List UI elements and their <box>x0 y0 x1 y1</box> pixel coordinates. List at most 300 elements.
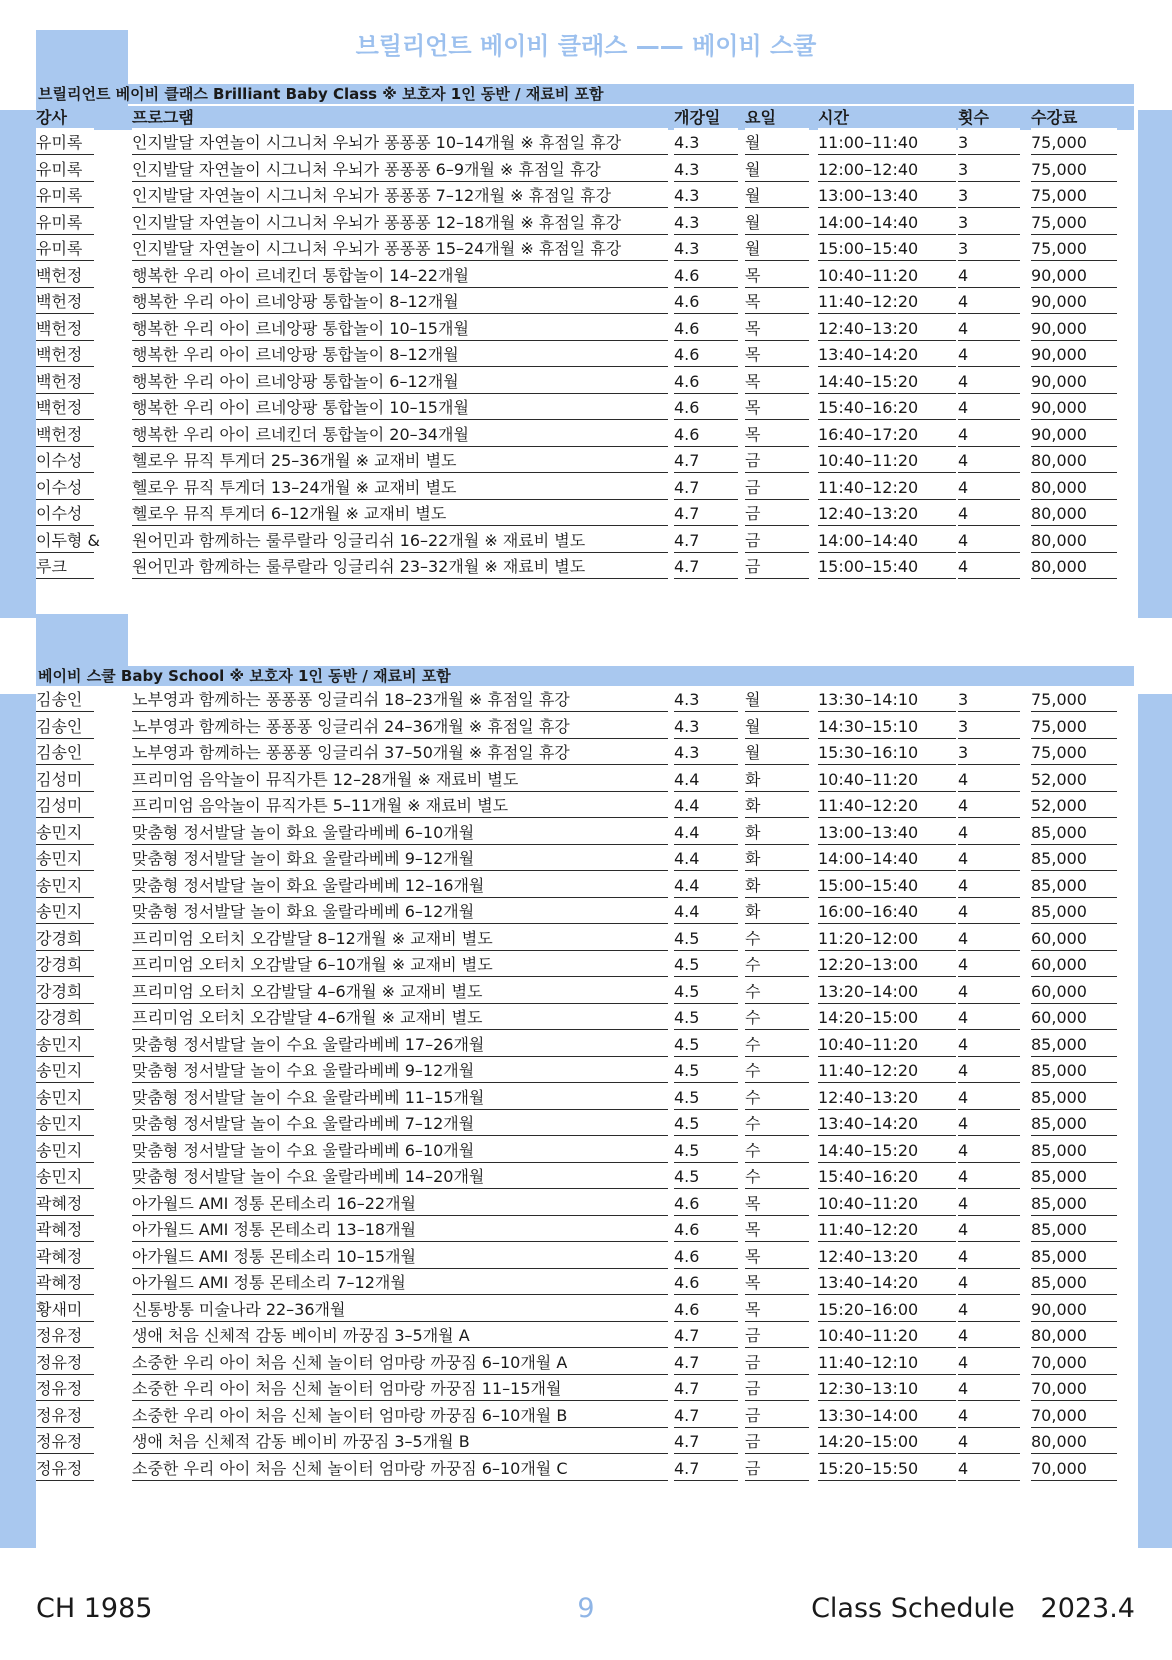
row-time: 14:30–15:10 <box>818 715 956 739</box>
row-count: 4 <box>958 529 1020 553</box>
row-day: 월 <box>745 688 809 712</box>
row-start-date: 4.5 <box>674 980 738 1004</box>
row-day: 화 <box>745 900 809 924</box>
row-instructor: 송민지 <box>36 1059 94 1083</box>
page-title: 브릴리언트 베이비 클래스 —— 베이비 스쿨 <box>355 32 817 60</box>
row-time: 15:00–15:40 <box>818 237 956 261</box>
row-day: 월 <box>745 211 809 235</box>
table-row <box>0 979 1172 1006</box>
row-instructor: 강경희 <box>36 927 94 951</box>
row-count: 4 <box>958 794 1020 818</box>
row-start-date: 4.5 <box>674 1112 738 1136</box>
row-fee: 90,000 <box>1031 423 1117 447</box>
table-row <box>0 1164 1172 1191</box>
row-program: 신통방통 미술나라 22–36개월 <box>132 1298 668 1322</box>
row-time: 11:40–12:10 <box>818 1351 956 1375</box>
row-program: 소중한 우리 아이 처음 신체 놀이터 엄마랑 까꿍짐 11–15개월 <box>132 1377 668 1401</box>
row-start-date: 4.7 <box>674 449 738 473</box>
row-instructor: 이수성 <box>36 502 94 526</box>
row-start-date: 4.4 <box>674 794 738 818</box>
row-fee: 90,000 <box>1031 343 1117 367</box>
row-day: 화 <box>745 874 809 898</box>
row-instructor: 송민지 <box>36 1139 94 1163</box>
row-instructor: 유미록 <box>36 211 94 235</box>
header-count: 횟수 <box>958 106 1020 130</box>
row-start-date: 4.6 <box>674 290 738 314</box>
row-time: 10:40–11:20 <box>818 1324 956 1348</box>
row-fee: 85,000 <box>1031 1059 1117 1083</box>
row-instructor: 김성미 <box>36 794 94 818</box>
table-row <box>0 1297 1172 1324</box>
row-fee: 90,000 <box>1031 1298 1117 1322</box>
row-instructor: 백헌정 <box>36 423 94 447</box>
row-fee: 85,000 <box>1031 1112 1117 1136</box>
row-instructor: 송민지 <box>36 821 94 845</box>
row-day: 수 <box>745 1006 809 1030</box>
row-day: 월 <box>745 158 809 182</box>
row-start-date: 4.7 <box>674 502 738 526</box>
row-fee: 90,000 <box>1031 290 1117 314</box>
row-instructor: 유미록 <box>36 131 94 155</box>
row-day: 월 <box>745 131 809 155</box>
row-day: 금 <box>745 502 809 526</box>
row-instructor: 정유정 <box>36 1404 94 1428</box>
row-instructor: 김송인 <box>36 688 94 712</box>
row-instructor: 백헌정 <box>36 343 94 367</box>
table-row <box>0 1058 1172 1085</box>
row-start-date: 4.3 <box>674 184 738 208</box>
row-day: 수 <box>745 1086 809 1110</box>
row-program: 생애 처음 신체적 감동 베이비 까꿍짐 3–5개월 B <box>132 1430 668 1454</box>
table-row <box>0 687 1172 714</box>
row-program: 프리미엄 음악놀이 뮤직가튼 12–28개월 ※ 재료비 별도 <box>132 768 668 792</box>
row-program: 행복한 우리 아이 르네앙팡 통합놀이 8–12개월 <box>132 343 668 367</box>
row-count: 4 <box>958 1192 1020 1216</box>
row-day: 월 <box>745 184 809 208</box>
row-time: 11:40–12:20 <box>818 794 956 818</box>
row-time: 10:40–11:20 <box>818 264 956 288</box>
table-row <box>0 289 1172 316</box>
row-count: 4 <box>958 1351 1020 1375</box>
row-fee: 85,000 <box>1031 1271 1117 1295</box>
row-day: 금 <box>745 476 809 500</box>
header-instructor: 강사 <box>36 106 94 130</box>
row-count: 4 <box>958 1324 1020 1348</box>
row-fee: 90,000 <box>1031 370 1117 394</box>
table-row <box>0 342 1172 369</box>
row-count: 4 <box>958 953 1020 977</box>
row-instructor: 백헌정 <box>36 264 94 288</box>
row-instructor: 정유정 <box>36 1377 94 1401</box>
table-row <box>0 316 1172 343</box>
row-count: 4 <box>958 264 1020 288</box>
row-program: 맞춤형 정서발달 놀이 수요 울랄라베베 7–12개월 <box>132 1112 668 1136</box>
row-day: 목 <box>745 396 809 420</box>
row-program: 인지발달 자연놀이 시그니처 우뇌가 퐁퐁퐁 7–12개월 ※ 휴점일 휴강 <box>132 184 668 208</box>
row-count: 4 <box>958 476 1020 500</box>
row-day: 목 <box>745 1298 809 1322</box>
row-time: 15:20–15:50 <box>818 1457 956 1481</box>
row-day: 수 <box>745 1033 809 1057</box>
row-time: 13:40–14:20 <box>818 1112 956 1136</box>
table-row <box>0 528 1172 555</box>
row-count: 4 <box>958 1457 1020 1481</box>
row-day: 수 <box>745 1139 809 1163</box>
row-day: 수 <box>745 927 809 951</box>
row-fee: 70,000 <box>1031 1351 1117 1375</box>
table-row <box>0 740 1172 767</box>
row-fee: 75,000 <box>1031 237 1117 261</box>
table-row <box>0 1376 1172 1403</box>
table-row <box>0 369 1172 396</box>
table-row <box>0 1138 1172 1165</box>
row-start-date: 4.3 <box>674 237 738 261</box>
row-program: 원어민과 함께하는 룰루랄라 잉글리쉬 23–32개월 ※ 재료비 별도 <box>132 555 668 579</box>
row-fee: 70,000 <box>1031 1377 1117 1401</box>
row-time: 10:40–11:20 <box>818 1192 956 1216</box>
row-fee: 75,000 <box>1031 688 1117 712</box>
row-start-date: 4.7 <box>674 555 738 579</box>
row-fee: 75,000 <box>1031 211 1117 235</box>
row-program: 행복한 우리 아이 르네앙팡 통합놀이 10–15개월 <box>132 317 668 341</box>
row-time: 15:00–15:40 <box>818 555 956 579</box>
row-instructor: 황새미 <box>36 1298 94 1322</box>
deco-block-mid-left <box>36 614 128 666</box>
row-count: 4 <box>958 555 1020 579</box>
row-time: 15:30–16:10 <box>818 741 956 765</box>
row-instructor: 정유정 <box>36 1430 94 1454</box>
row-start-date: 4.6 <box>674 1218 738 1242</box>
table-row <box>0 1244 1172 1271</box>
row-instructor: 송민지 <box>36 1086 94 1110</box>
row-time: 16:00–16:40 <box>818 900 956 924</box>
table-row <box>0 1350 1172 1377</box>
header-fee: 수강료 <box>1031 106 1117 130</box>
row-instructor: 송민지 <box>36 900 94 924</box>
row-fee: 90,000 <box>1031 317 1117 341</box>
row-program: 맞춤형 정서발달 놀이 수요 울랄라베베 14–20개월 <box>132 1165 668 1189</box>
row-time: 14:00–14:40 <box>818 529 956 553</box>
row-time: 12:40–13:20 <box>818 317 956 341</box>
table-row <box>0 183 1172 210</box>
row-program: 원어민과 함께하는 룰루랄라 잉글리쉬 16–22개월 ※ 재료비 별도 <box>132 529 668 553</box>
row-day: 목 <box>745 1245 809 1269</box>
row-count: 4 <box>958 1271 1020 1295</box>
row-start-date: 4.6 <box>674 1192 738 1216</box>
row-start-date: 4.3 <box>674 158 738 182</box>
row-time: 10:40–11:20 <box>818 1033 956 1057</box>
row-time: 15:40–16:20 <box>818 1165 956 1189</box>
row-start-date: 4.3 <box>674 131 738 155</box>
table-row <box>0 475 1172 502</box>
row-program: 행복한 우리 아이 르네앙팡 통합놀이 6–12개월 <box>132 370 668 394</box>
row-time: 12:30–13:10 <box>818 1377 956 1401</box>
row-fee: 85,000 <box>1031 821 1117 845</box>
row-count: 4 <box>958 1006 1020 1030</box>
row-fee: 60,000 <box>1031 1006 1117 1030</box>
row-day: 수 <box>745 980 809 1004</box>
row-time: 13:40–14:20 <box>818 1271 956 1295</box>
row-program: 아가월드 AMI 정통 몬테소리 10–15개월 <box>132 1245 668 1269</box>
row-time: 15:00–15:40 <box>818 874 956 898</box>
row-start-date: 4.3 <box>674 715 738 739</box>
row-day: 금 <box>745 529 809 553</box>
row-count: 4 <box>958 290 1020 314</box>
row-fee: 60,000 <box>1031 953 1117 977</box>
row-fee: 85,000 <box>1031 1192 1117 1216</box>
row-program: 인지발달 자연놀이 시그니처 우뇌가 퐁퐁퐁 6–9개월 ※ 휴점일 휴강 <box>132 158 668 182</box>
footer-schedule-label: Class Schedule 2023.4 <box>811 1593 1135 1624</box>
row-instructor: 백헌정 <box>36 290 94 314</box>
row-count: 4 <box>958 900 1020 924</box>
row-start-date: 4.7 <box>674 1404 738 1428</box>
row-instructor: 유미록 <box>36 158 94 182</box>
row-start-date: 4.6 <box>674 1298 738 1322</box>
table-row <box>0 820 1172 847</box>
row-instructor: 송민지 <box>36 1165 94 1189</box>
table-row <box>0 1111 1172 1138</box>
row-day: 수 <box>745 1165 809 1189</box>
row-program: 맞춤형 정서발달 놀이 수요 울랄라베베 6–10개월 <box>132 1139 668 1163</box>
row-program: 프리미엄 오터치 오감발달 6–10개월 ※ 교재비 별도 <box>132 953 668 977</box>
row-start-date: 4.6 <box>674 423 738 447</box>
row-time: 14:20–15:00 <box>818 1430 956 1454</box>
row-count: 4 <box>958 1404 1020 1428</box>
row-time: 14:40–15:20 <box>818 1139 956 1163</box>
row-count: 4 <box>958 980 1020 1004</box>
row-program: 인지발달 자연놀이 시그니처 우뇌가 퐁퐁퐁 10–14개월 ※ 휴점일 휴강 <box>132 131 668 155</box>
row-start-date: 4.5 <box>674 953 738 977</box>
footer-brand: CH 1985 <box>36 1593 153 1624</box>
row-day: 금 <box>745 1404 809 1428</box>
row-time: 12:20–13:00 <box>818 953 956 977</box>
table-row <box>0 1217 1172 1244</box>
row-fee: 85,000 <box>1031 1218 1117 1242</box>
row-time: 11:00–11:40 <box>818 131 956 155</box>
row-count: 4 <box>958 370 1020 394</box>
row-start-date: 4.3 <box>674 211 738 235</box>
row-day: 금 <box>745 1430 809 1454</box>
row-time: 13:20–14:00 <box>818 980 956 1004</box>
row-count: 4 <box>958 927 1020 951</box>
row-day: 목 <box>745 290 809 314</box>
header-program: 프로그램 <box>132 106 668 130</box>
row-instructor: 곽혜정 <box>36 1271 94 1295</box>
row-time: 15:40–16:20 <box>818 396 956 420</box>
row-day: 목 <box>745 1218 809 1242</box>
row-count: 4 <box>958 1218 1020 1242</box>
row-start-date: 4.7 <box>674 1430 738 1454</box>
table-row <box>0 899 1172 926</box>
row-program: 프리미엄 오터치 오감발달 4–6개월 ※ 교재비 별도 <box>132 1006 668 1030</box>
row-time: 16:40–17:20 <box>818 423 956 447</box>
row-program: 행복한 우리 아이 르네킨더 통합놀이 20–34개월 <box>132 423 668 447</box>
row-start-date: 4.4 <box>674 768 738 792</box>
row-count: 4 <box>958 317 1020 341</box>
row-day: 금 <box>745 449 809 473</box>
row-instructor: 송민지 <box>36 874 94 898</box>
row-program: 노부영과 함께하는 퐁퐁퐁 잉글리쉬 18–23개월 ※ 휴점일 휴강 <box>132 688 668 712</box>
table-row <box>0 1403 1172 1430</box>
row-start-date: 4.5 <box>674 1033 738 1057</box>
table-row <box>0 1456 1172 1483</box>
row-start-date: 4.6 <box>674 343 738 367</box>
row-count: 4 <box>958 1165 1020 1189</box>
row-start-date: 4.7 <box>674 476 738 500</box>
table-row <box>0 157 1172 184</box>
row-program: 헬로우 뮤직 투게더 13–24개월 ※ 교재비 별도 <box>132 476 668 500</box>
row-program: 맞춤형 정서발달 놀이 화요 울랄라베베 6–10개월 <box>132 821 668 845</box>
row-count: 3 <box>958 211 1020 235</box>
table-row <box>0 952 1172 979</box>
row-start-date: 4.7 <box>674 1351 738 1375</box>
row-fee: 80,000 <box>1031 1324 1117 1348</box>
header-time: 시간 <box>818 106 956 130</box>
row-instructor: 강경희 <box>36 980 94 1004</box>
row-instructor: 이두형 & <box>36 529 94 553</box>
row-program: 소중한 우리 아이 처음 신체 놀이터 엄마랑 까꿍짐 6–10개월 A <box>132 1351 668 1375</box>
row-fee: 75,000 <box>1031 184 1117 208</box>
row-day: 화 <box>745 794 809 818</box>
row-program: 노부영과 함께하는 퐁퐁퐁 잉글리쉬 24–36개월 ※ 휴점일 휴강 <box>132 715 668 739</box>
row-instructor: 강경희 <box>36 1006 94 1030</box>
row-day: 금 <box>745 1324 809 1348</box>
row-time: 11:40–12:20 <box>818 1218 956 1242</box>
row-program: 프리미엄 음악놀이 뮤직가튼 5–11개월 ※ 재료비 별도 <box>132 794 668 818</box>
row-time: 10:40–11:20 <box>818 768 956 792</box>
row-program: 아가월드 AMI 정통 몬테소리 13–18개월 <box>132 1218 668 1242</box>
row-count: 4 <box>958 821 1020 845</box>
row-time: 14:20–15:00 <box>818 1006 956 1030</box>
row-program: 아가월드 AMI 정통 몬테소리 7–12개월 <box>132 1271 668 1295</box>
row-day: 금 <box>745 555 809 579</box>
row-start-date: 4.3 <box>674 741 738 765</box>
table-row <box>0 714 1172 741</box>
row-program: 행복한 우리 아이 르네앙팡 통합놀이 8–12개월 <box>132 290 668 314</box>
row-time: 13:30–14:10 <box>818 688 956 712</box>
row-program: 맞춤형 정서발달 놀이 수요 울랄라베베 11–15개월 <box>132 1086 668 1110</box>
row-start-date: 4.4 <box>674 900 738 924</box>
row-start-date: 4.7 <box>674 1457 738 1481</box>
row-time: 10:40–11:20 <box>818 449 956 473</box>
row-fee: 75,000 <box>1031 131 1117 155</box>
row-time: 12:40–13:20 <box>818 1086 956 1110</box>
row-fee: 80,000 <box>1031 1430 1117 1454</box>
row-day: 수 <box>745 1112 809 1136</box>
row-day: 화 <box>745 821 809 845</box>
section1-title: 브릴리언트 베이비 클래스 Brilliant Baby Class ※ 보호자 1인 동반 / 재료비 포함 <box>36 84 1134 104</box>
row-count: 4 <box>958 1112 1020 1136</box>
row-start-date: 4.7 <box>674 1324 738 1348</box>
row-count: 4 <box>958 1059 1020 1083</box>
row-fee: 85,000 <box>1031 874 1117 898</box>
row-instructor: 이수성 <box>36 449 94 473</box>
row-time: 12:40–13:20 <box>818 502 956 526</box>
row-fee: 52,000 <box>1031 794 1117 818</box>
section2-title: 베이비 스쿨 Baby School ※ 보호자 1인 동반 / 재료비 포함 <box>36 666 1134 686</box>
row-fee: 75,000 <box>1031 741 1117 765</box>
row-fee: 80,000 <box>1031 529 1117 553</box>
row-fee: 70,000 <box>1031 1457 1117 1481</box>
row-instructor: 유미록 <box>36 237 94 261</box>
row-instructor: 송민지 <box>36 1033 94 1057</box>
row-count: 4 <box>958 1430 1020 1454</box>
row-count: 4 <box>958 1377 1020 1401</box>
row-time: 11:20–12:00 <box>818 927 956 951</box>
row-day: 월 <box>745 741 809 765</box>
table-row <box>0 236 1172 263</box>
row-program: 소중한 우리 아이 처음 신체 놀이터 엄마랑 까꿍짐 6–10개월 B <box>132 1404 668 1428</box>
row-count: 4 <box>958 1033 1020 1057</box>
row-start-date: 4.5 <box>674 1086 738 1110</box>
row-day: 금 <box>745 1377 809 1401</box>
row-time: 14:00–14:40 <box>818 211 956 235</box>
row-time: 11:40–12:20 <box>818 476 956 500</box>
row-instructor: 백헌정 <box>36 370 94 394</box>
row-count: 3 <box>958 741 1020 765</box>
row-fee: 80,000 <box>1031 449 1117 473</box>
row-program: 맞춤형 정서발달 놀이 화요 울랄라베베 6–12개월 <box>132 900 668 924</box>
row-count: 4 <box>958 847 1020 871</box>
row-time: 13:00–13:40 <box>818 821 956 845</box>
row-count: 4 <box>958 768 1020 792</box>
row-program: 아가월드 AMI 정통 몬테소리 16–22개월 <box>132 1192 668 1216</box>
row-start-date: 4.5 <box>674 1059 738 1083</box>
row-day: 화 <box>745 768 809 792</box>
row-count: 3 <box>958 158 1020 182</box>
row-program: 맞춤형 정서발달 놀이 수요 울랄라베베 17–26개월 <box>132 1033 668 1057</box>
table-row <box>0 1032 1172 1059</box>
row-instructor: 곽혜정 <box>36 1218 94 1242</box>
row-count: 4 <box>958 1139 1020 1163</box>
table-row <box>0 1323 1172 1350</box>
table-row <box>0 501 1172 528</box>
row-start-date: 4.6 <box>674 370 738 394</box>
row-fee: 60,000 <box>1031 980 1117 1004</box>
table-row <box>0 793 1172 820</box>
row-program: 맞춤형 정서발달 놀이 화요 울랄라베베 9–12개월 <box>132 847 668 871</box>
row-instructor: 김송인 <box>36 741 94 765</box>
row-program: 인지발달 자연놀이 시그니처 우뇌가 퐁퐁퐁 12–18개월 ※ 휴점일 휴강 <box>132 211 668 235</box>
row-instructor: 정유정 <box>36 1351 94 1375</box>
row-program: 생애 처음 신체적 감동 베이비 까꿍짐 3–5개월 A <box>132 1324 668 1348</box>
row-start-date: 4.6 <box>674 264 738 288</box>
row-start-date: 4.7 <box>674 1377 738 1401</box>
row-count: 3 <box>958 688 1020 712</box>
row-time: 13:30–14:00 <box>818 1404 956 1428</box>
row-instructor: 루크 <box>36 555 94 579</box>
row-count: 4 <box>958 502 1020 526</box>
row-time: 15:20–16:00 <box>818 1298 956 1322</box>
row-fee: 85,000 <box>1031 847 1117 871</box>
row-instructor: 이수성 <box>36 476 94 500</box>
row-fee: 85,000 <box>1031 1086 1117 1110</box>
row-program: 맞춤형 정서발달 놀이 수요 울랄라베베 9–12개월 <box>132 1059 668 1083</box>
row-time: 13:40–14:20 <box>818 343 956 367</box>
table-row <box>0 1191 1172 1218</box>
row-day: 목 <box>745 370 809 394</box>
row-fee: 52,000 <box>1031 768 1117 792</box>
row-fee: 80,000 <box>1031 476 1117 500</box>
row-time: 13:00–13:40 <box>818 184 956 208</box>
row-start-date: 4.3 <box>674 688 738 712</box>
table-row <box>0 1085 1172 1112</box>
row-day: 목 <box>745 343 809 367</box>
row-instructor: 정유정 <box>36 1457 94 1481</box>
row-program: 노부영과 함께하는 퐁퐁퐁 잉글리쉬 37–50개월 ※ 휴점일 휴강 <box>132 741 668 765</box>
row-day: 목 <box>745 317 809 341</box>
row-instructor: 곽혜정 <box>36 1192 94 1216</box>
